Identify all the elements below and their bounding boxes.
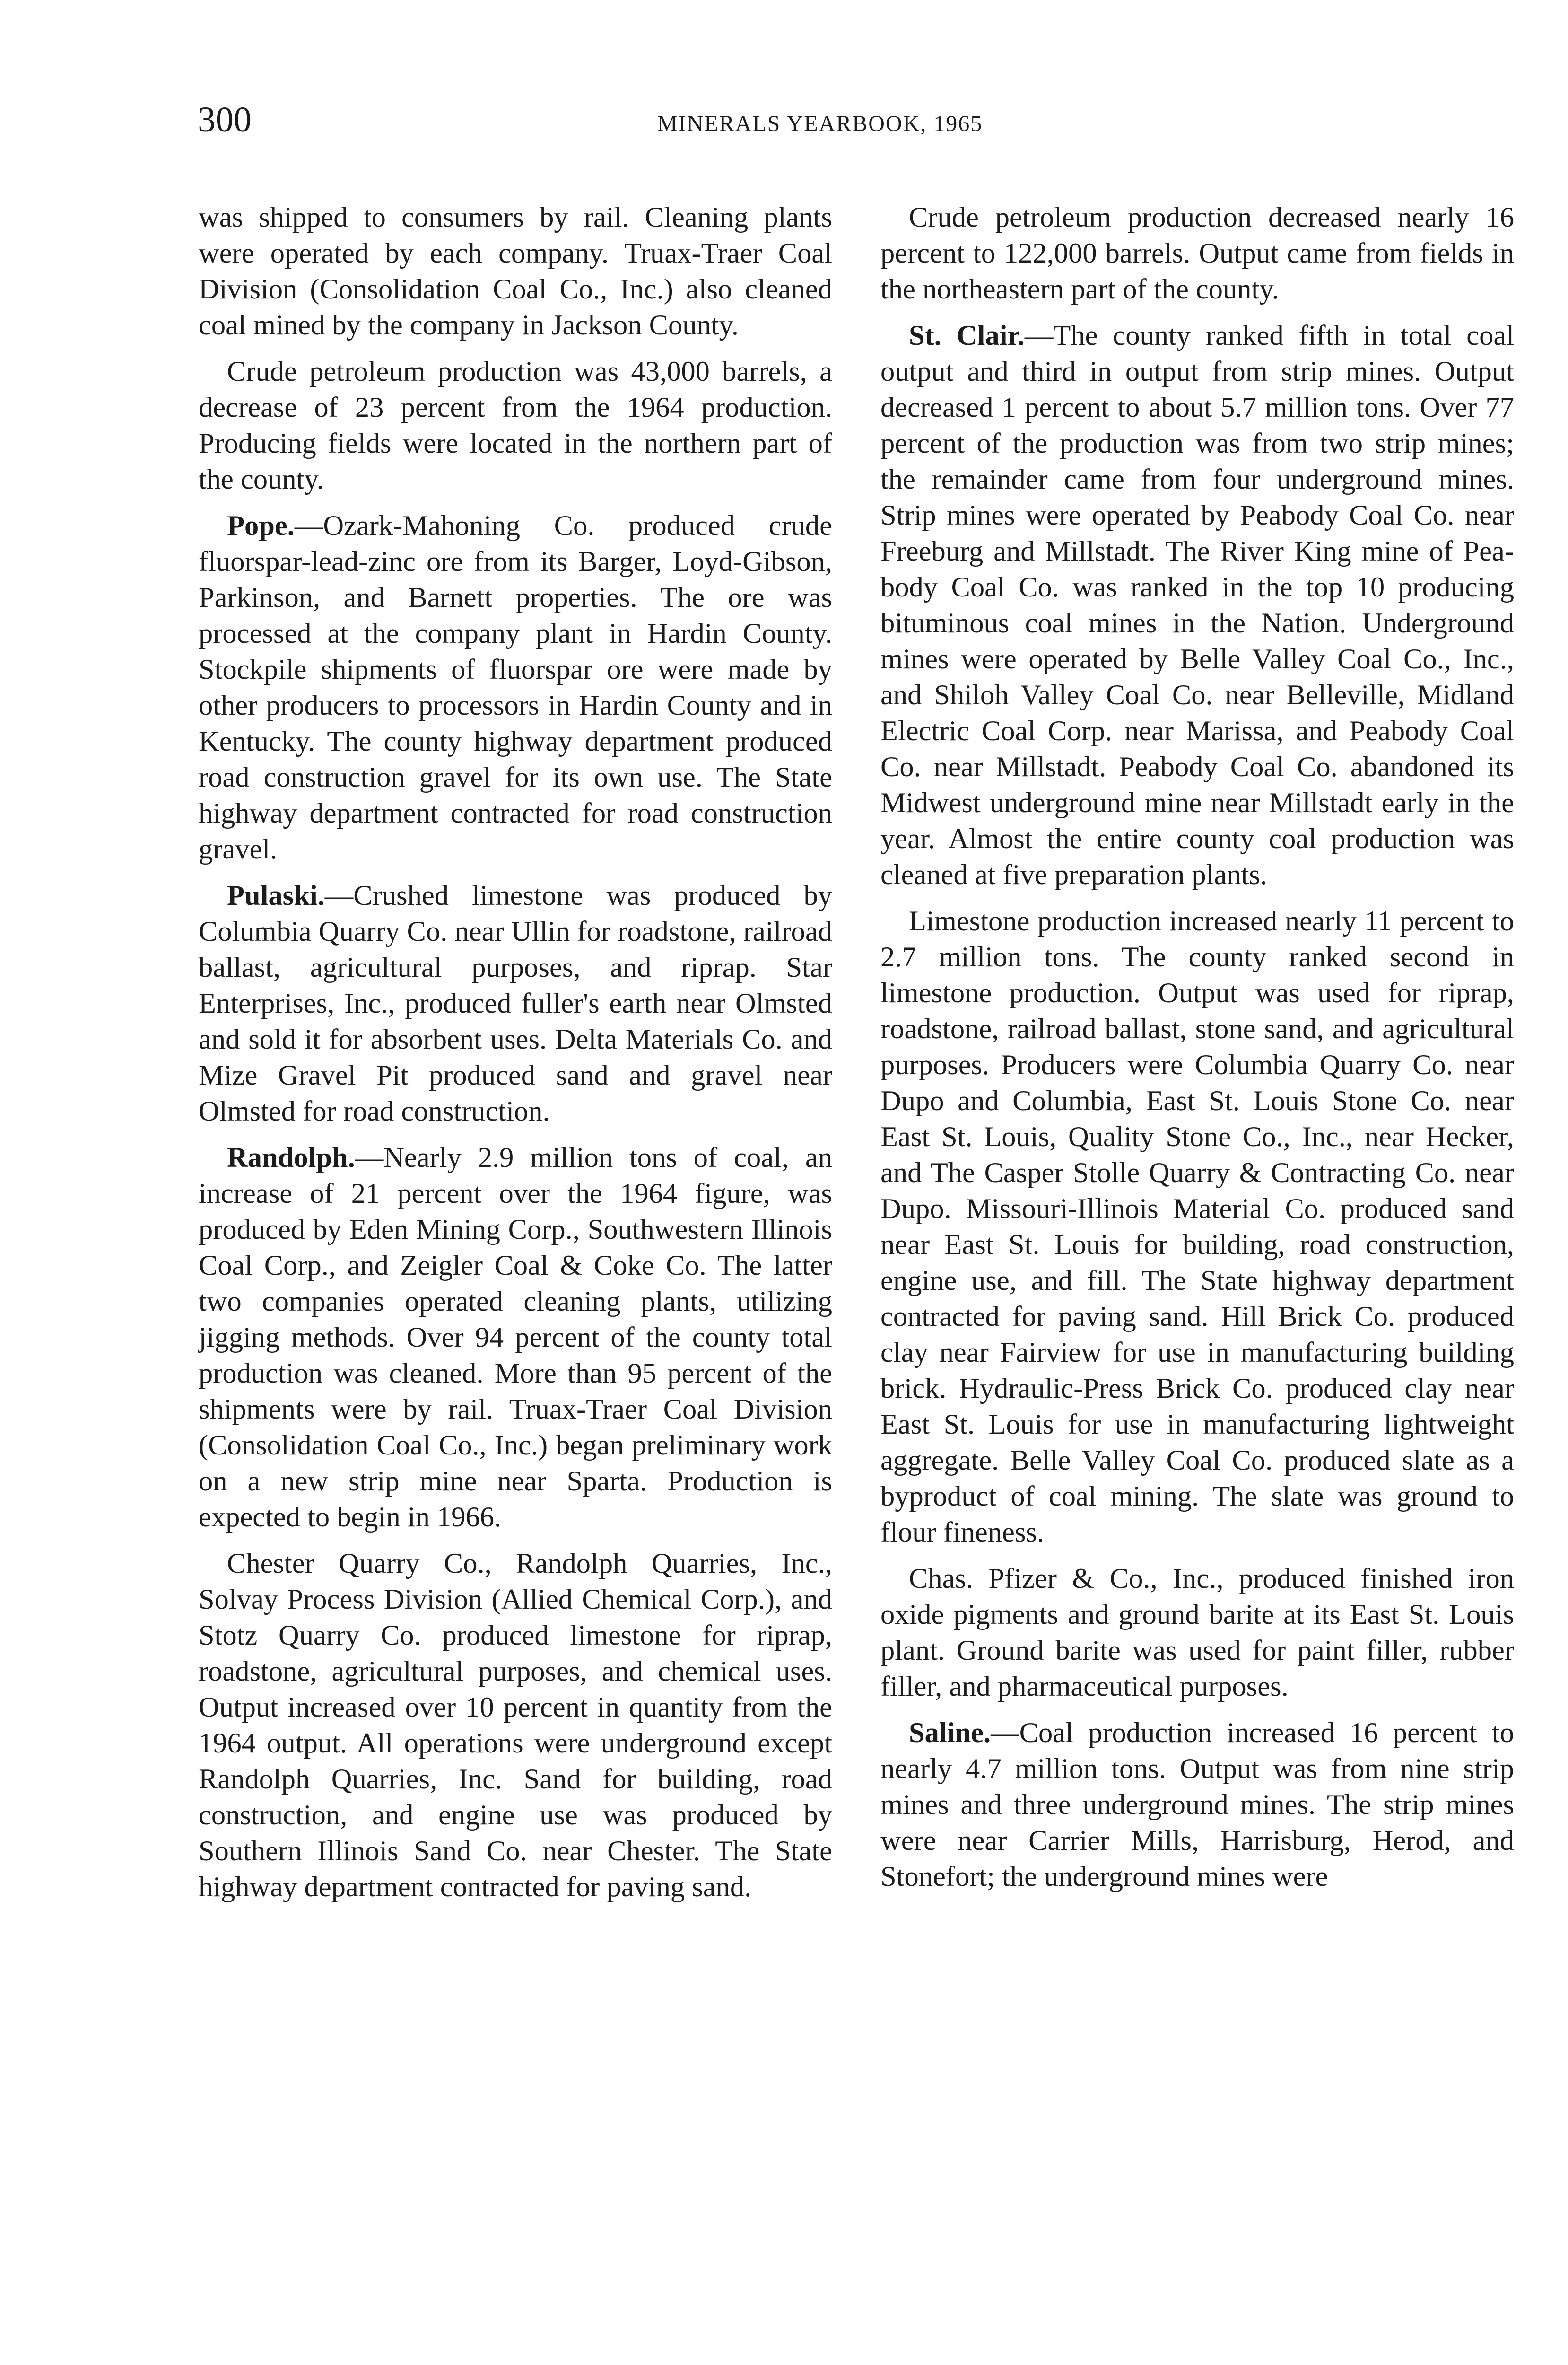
section-heading: Pope. xyxy=(227,510,295,542)
right-column xyxy=(880,200,1514,1905)
section-pope xyxy=(199,508,832,867)
section-heading: Pulaski. xyxy=(227,880,325,911)
running-head: MINERALS YEARBOOK, 1965 xyxy=(657,111,983,136)
page-number: 300 xyxy=(198,100,252,140)
paragraph: Chas. Pfizer & Co., Inc., produced finished iron oxide pigments and ground barite at its East St. Louis plant. Ground barite was used for paint filler, rubber filler, and pharmaceutical purposes. xyxy=(880,1563,1514,1702)
section-heading: Saline. xyxy=(909,1717,991,1749)
section-heading: St. Clair. xyxy=(909,320,1025,351)
section-pulaski xyxy=(199,878,832,1130)
paragraph: Chester Quarry Co., Randolph Quarries, Inc., Solvay Process Division (Allied Chemical Corp.), and Stotz Quarry Co. produced limestone for riprap, roadstone, agricultural purposes, and chemical uses. Output increased over 10 percent in quantity from the 1964 output. All operations were underground except Randolph Quarries, Inc. Sand for building, road construction, and engine use was produced by Southern Illinois Sand Co. near Chester. The State highway department contracted for paving sand. xyxy=(199,1548,832,1903)
left-column xyxy=(199,200,832,1916)
section-text: —Nearly 2.9 million tons of coal, an increase of 21 percent over the 1964 figure, was produced by Eden Mining Corp., Southwestern Illinois Coal Corp., and Zeigler Coal & Coke Co. The latter two companies operated cleaning plants, utilizing jigging methods. Over 94 percent of the county total production was cleaned. More than 95 percent of the shipments were by rail. Truax-Traer Coal Division (Consolidation Coal Co., Inc.) began preliminary work on a new strip mine near Sparta. Production is expected to begin in 1966. xyxy=(199,1142,832,1533)
section-text: —The county ranked fifth in total coal output and third in output from strip mines. Output decreased 1 percent to about 5.7 million tons. Over 77 percent of the production was from two strip mines; the remainder came from four underground mines. Strip mines were operated by Peabody Coal Co. near Freeburg and Millstadt. The River King mine of Peabody Coal Co. was ranked in the top 10 producing bituminous coal mines in the Nation. Underground mines were operated by Belle Valley Coal Co., Inc., and Shiloh Valley Coal Co. near Belleville, Midland Electric Coal Corp. near Marissa, and Peabody Coal Co. near Millstadt. Peabody Coal Co. abandoned its Midwest underground mine near Millstadt early in the year. Almost the entire county coal production was cleaned at five preparation plants. xyxy=(880,320,1514,891)
section-text: —Coal production increased 16 percent to nearly 4.7 million tons. Output was from nine strip mines and three underground mines. The strip mines were near Carrier Mills, Harrisburg, Herod, and Stonefort; the underground mines were xyxy=(880,1717,1514,1892)
paragraph: Limestone production increased nearly 11 percent to 2.7 million tons. The county ranked second in limestone production. Output was used for riprap, roadstone, railroad ballast, stone sand, and agricultural purposes. Producers were Columbia Quarry Co. near Dupo and Columbia, East St. Louis Stone Co. near East St. Louis, Quality Stone Co., Inc., near Hecker, and The Casper Stolle Quarry & Contracting Co. near Dupo. Missouri-Illinois Material Co. produced sand near East St. Louis for building, road construction, engine use, and fill. The State highway department contracted for paving sand. Hill Brick Co. produced clay near Fairview for use in manufacturing building brick. Hydraulic-Press Brick Co. produced clay near East St. Louis for use in manufacturing lightweight aggregate. Belle Valley Coal Co. produced slate as a byproduct of coal mining. The slate was ground to flour fineness. xyxy=(880,905,1514,1548)
section-heading: Randolph. xyxy=(227,1142,355,1174)
section-saline xyxy=(880,1715,1514,1895)
paragraph: Crude petroleum production decreased nearly 16 percent to 122,000 barrels. Output came from fields in the northeastern part of the county. xyxy=(880,201,1514,305)
paragraph: was shipped to consumers by rail. Cleaning plants were operated by each company. Truax-Traer Coal Division (Consolidation Coal Co., Inc.) also cleaned coal mined by the company in Jackson County. xyxy=(199,201,832,341)
section-st-clair xyxy=(880,318,1514,893)
paragraph: Crude petroleum production was 43,000 barrels, a decrease of 23 percent from the 1964 production. Producing fields were located in the northern part of the county. xyxy=(199,356,832,495)
section-text: —Ozark-Mahoning Co. produced crude fluorspar-lead-zinc ore from its Barger, Loyd-Gibson, Parkinson, and Barnett properties. The ore was processed at the company plant in Hardin County. Stockpile shipments of fluorspar ore were made by other producers to processors in Hardin County and in Kentucky. The county highway department produced road construction gravel for its own use. The State highway department contracted for road construction gravel. xyxy=(199,510,832,865)
section-text: —Crushed limestone was produced by Columbia Quarry Co. near Ullin for roadstone, railroad ballast, agricultural purposes, and riprap. Star Enterprises, Inc., produced fuller's earth near Olmsted and sold it for absorbent uses. Delta Materials Co. and Mize Gravel Pit produced sand and gravel near Olmsted for road construction. xyxy=(199,880,832,1127)
section-randolph xyxy=(199,1140,832,1535)
